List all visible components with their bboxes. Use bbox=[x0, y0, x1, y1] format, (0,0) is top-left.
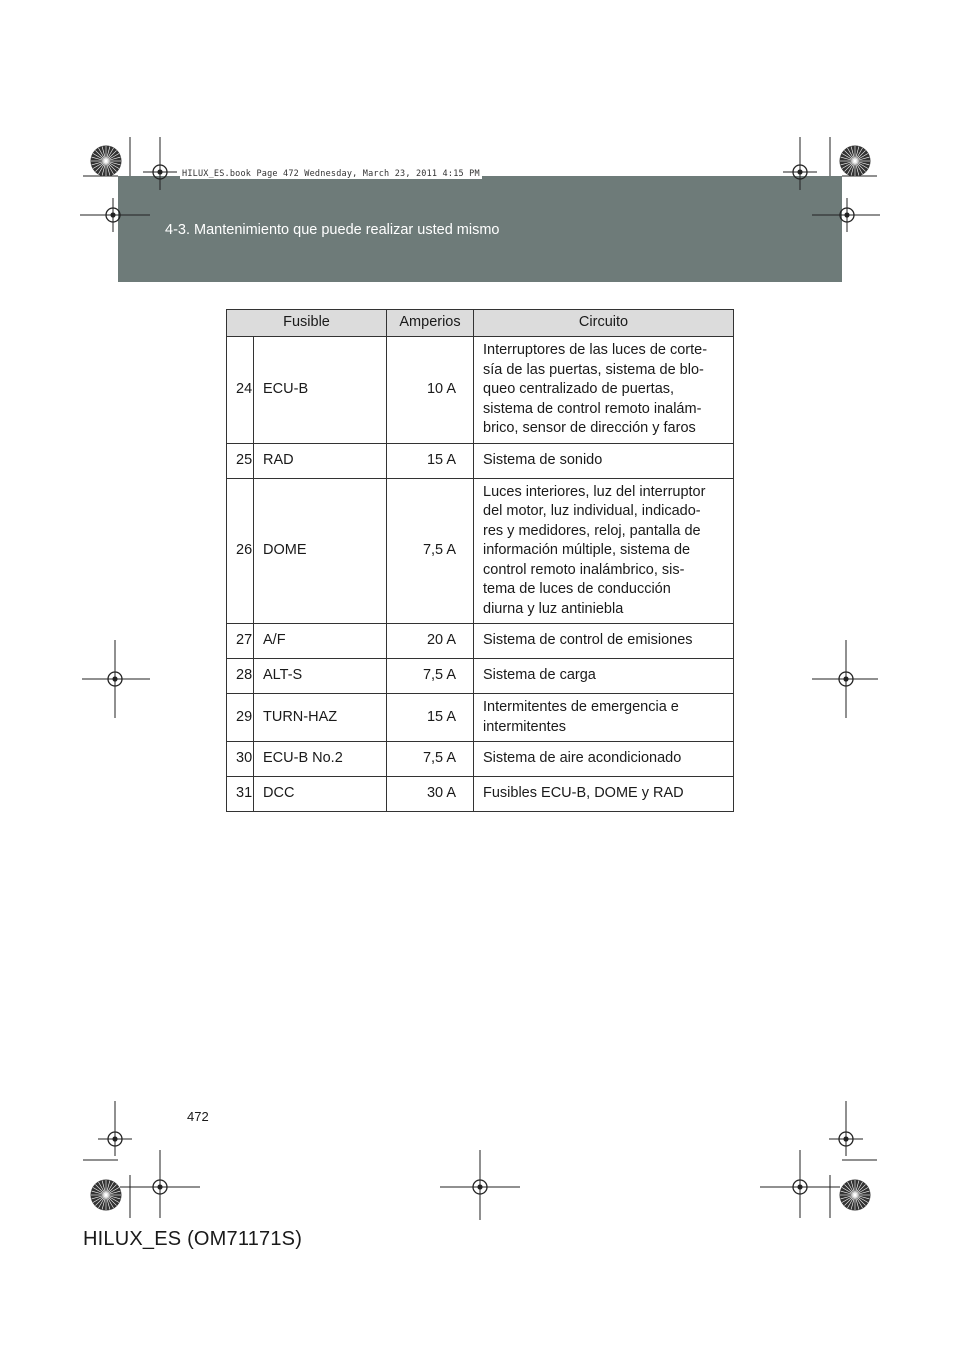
table-row bbox=[227, 694, 734, 742]
table-header-row bbox=[227, 310, 734, 337]
fuse-circuit: Luces interiores, luz del interruptor del motor, luz individual, indicado- res y medidores, reloj, pantalla de información múltiple, sistema de control remoto inalámbrico, sis- tema de luces de conducción diurna y luz antiniebla bbox=[474, 478, 734, 624]
registration-sunburst-icon bbox=[91, 1180, 122, 1211]
fuse-name: ECU-B No.2 bbox=[254, 742, 387, 777]
fuse-name: ECU-B bbox=[254, 337, 387, 444]
fuse-name: DCC bbox=[254, 777, 387, 812]
fuse-number: 25 bbox=[227, 443, 254, 478]
fuse-number: 27 bbox=[227, 624, 254, 659]
table-row bbox=[227, 659, 734, 694]
fuse-circuit: Interruptores de las luces de corte- sía de las puertas, sistema de blo- queo centralizado de puertas, sistema de control remoto inalám- brico, sensor de dirección y faros bbox=[474, 337, 734, 444]
print-info: HILUX_ES.book Page 472 Wednesday, March 23, 2011 4:15 PM bbox=[182, 169, 480, 179]
table-row bbox=[227, 624, 734, 659]
fuse-amperage: 30 A bbox=[387, 777, 474, 812]
registration-crosshair-icon bbox=[143, 1170, 177, 1204]
fuse-circuit: Sistema de aire acondicionado bbox=[474, 742, 734, 777]
registration-crosshair-icon bbox=[98, 662, 132, 696]
table-row bbox=[227, 777, 734, 812]
fuse-number: 31 bbox=[227, 777, 254, 812]
fuse-number: 28 bbox=[227, 659, 254, 694]
page-number: 472 bbox=[187, 1109, 209, 1124]
table-row bbox=[227, 742, 734, 777]
fuse-circuit: Intermitentes de emergencia e intermitentes bbox=[474, 694, 734, 742]
column-header-amperios: Amperios bbox=[387, 310, 474, 337]
registration-sunburst-icon bbox=[91, 146, 122, 177]
fuse-name: RAD bbox=[254, 443, 387, 478]
fuse-table bbox=[226, 309, 734, 812]
fuse-name: A/F bbox=[254, 624, 387, 659]
registration-crosshair-icon bbox=[98, 1122, 132, 1156]
fuse-amperage: 10 A bbox=[387, 337, 474, 444]
fuse-amperage: 7,5 A bbox=[387, 659, 474, 694]
fuse-circuit: Sistema de sonido bbox=[474, 443, 734, 478]
section-title: 4-3. Mantenimiento que puede realizar usted mismo bbox=[165, 222, 500, 238]
fuse-amperage: 7,5 A bbox=[387, 742, 474, 777]
fuse-number: 29 bbox=[227, 694, 254, 742]
fuse-circuit: Sistema de carga bbox=[474, 659, 734, 694]
table-row bbox=[227, 337, 734, 444]
fuse-circuit: Fusibles ECU-B, DOME y RAD bbox=[474, 777, 734, 812]
fuse-name: DOME bbox=[254, 478, 387, 624]
column-header-fusible: Fusible bbox=[227, 310, 387, 337]
fuse-amperage: 15 A bbox=[387, 443, 474, 478]
fuse-amperage: 15 A bbox=[387, 694, 474, 742]
fuse-name: TURN-HAZ bbox=[254, 694, 387, 742]
fuse-table-body bbox=[227, 337, 734, 812]
registration-sunburst-icon bbox=[840, 1180, 871, 1211]
table-row bbox=[227, 443, 734, 478]
fuse-number: 30 bbox=[227, 742, 254, 777]
fuse-amperage: 20 A bbox=[387, 624, 474, 659]
fuse-number: 24 bbox=[227, 337, 254, 444]
fuse-circuit: Sistema de control de emisiones bbox=[474, 624, 734, 659]
registration-crosshair-icon bbox=[783, 1170, 817, 1204]
fuse-name: ALT-S bbox=[254, 659, 387, 694]
registration-sunburst-icon bbox=[840, 146, 871, 177]
document-code: HILUX_ES (OM71171S) bbox=[83, 1228, 303, 1250]
column-header-circuito: Circuito bbox=[474, 310, 734, 337]
table-row bbox=[227, 478, 734, 624]
registration-crosshair-icon bbox=[463, 1170, 497, 1204]
fuse-amperage: 7,5 A bbox=[387, 478, 474, 624]
registration-crosshair-icon bbox=[829, 1122, 863, 1156]
fuse-number: 26 bbox=[227, 478, 254, 624]
registration-crosshair-icon bbox=[829, 662, 863, 696]
